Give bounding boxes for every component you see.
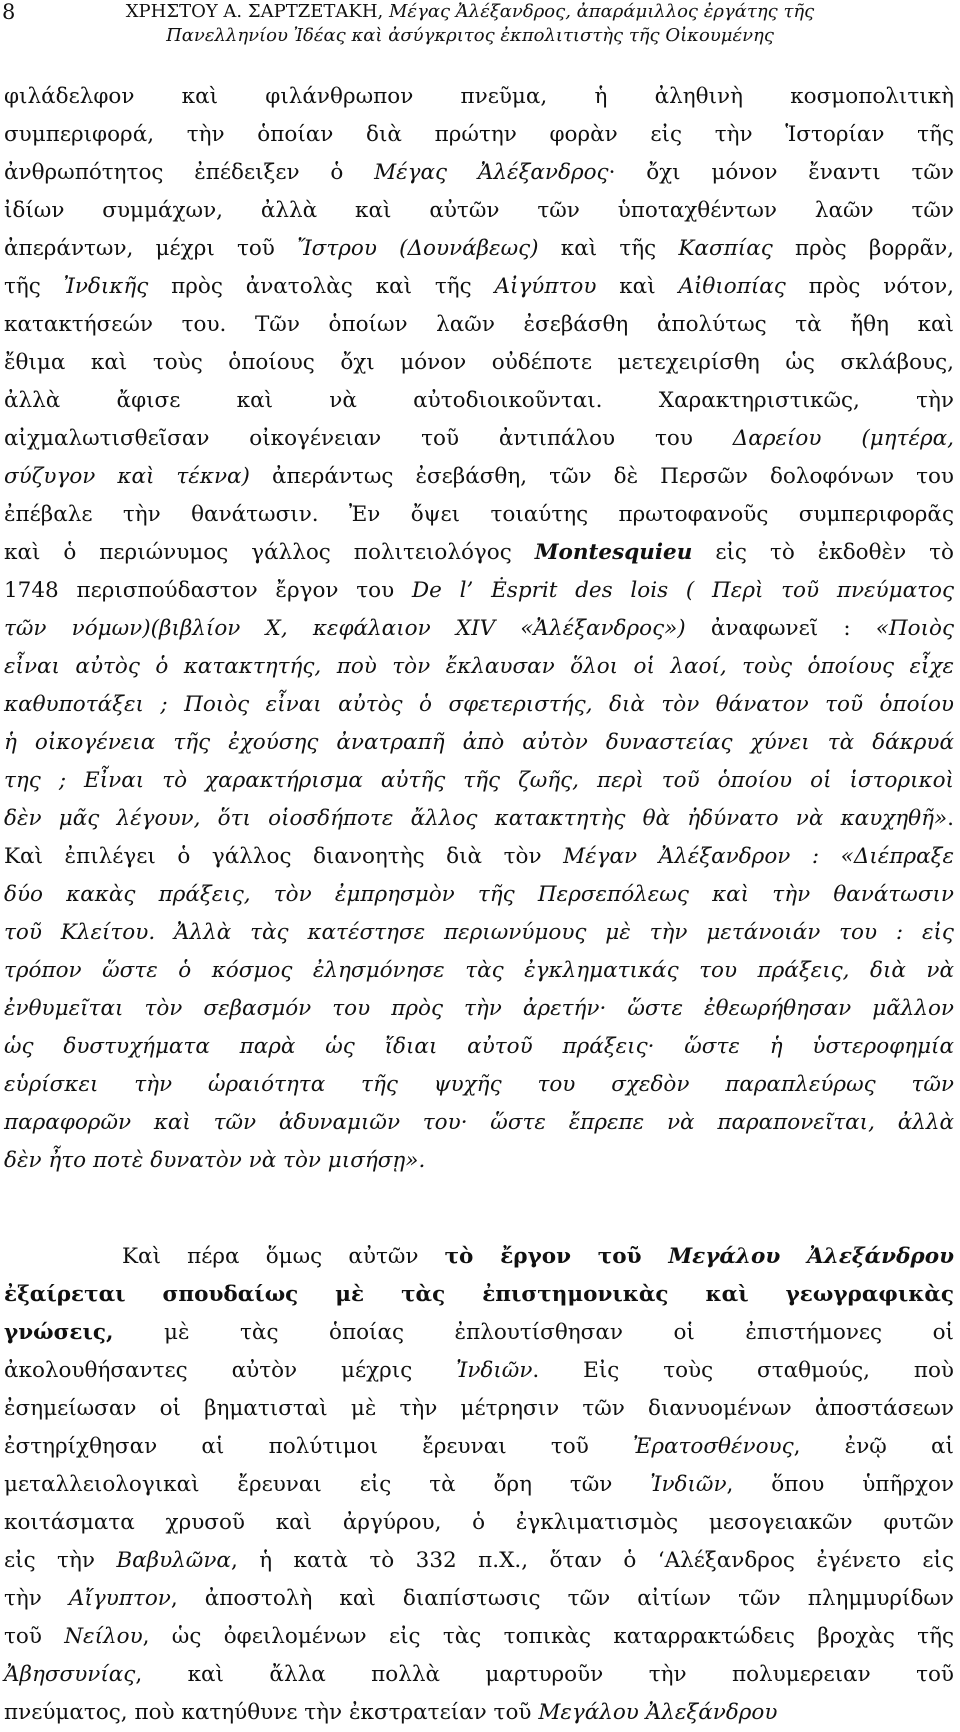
text-span: ἀκολουθήσαντες αὐτὸν μέχρις [4,1358,457,1383]
text-span: Δαρείου (μητέρα, [732,426,954,451]
text-span: Αἰγύπτου [494,274,597,299]
text-span: εἰς τὴν [4,1548,117,1573]
text-span: ἀπεράντων, μέχρι τοῦ [4,236,298,261]
text-span: δὲν μᾶς λέγουν, ὅτι οἱοσδήποτε ἄλλος κατακτητὴς θὰ ἠδύνατο νὰ καυχηθῆ» [4,806,948,831]
text-span: Κασπίας [678,236,773,261]
text-line [4,420,954,458]
running-head-line-2: Πανελληνίου Ἰδέας καὶ ἀσύγκριτος ἐκπολιτιστὴς τῆς Οἰκουμένης [166,25,774,46]
text-span: ἔθιμα καὶ τοὺς ὁποίους ὄχι μόνον οὐδέποτε μετεχειρίσθη ὡς σκλάβους, [4,350,954,375]
text-line [4,116,954,154]
paragraph-1 [4,78,954,1180]
text-line [4,1104,954,1142]
text-span: «Ποιὸς [875,616,954,641]
text-span: σύζυγον καὶ τέκνα) [4,464,250,489]
text-line [4,1066,954,1104]
text-line [4,1238,954,1276]
text-span: ἡ οἰκογένεια τῆς ἐχούσης ἀνατραπῆ ἀπὸ αὐτὸν δυναστείας χύνει τὰ δάκρυά [4,730,954,755]
text-span: ὡς δυστυχήματα παρὰ ὡς ἴδιαι αὐτοῦ πράξεις· ὥστε ἡ ὑστεροφημία [4,1034,954,1059]
text-line [4,990,954,1028]
text-line [4,648,954,686]
text-line [4,230,954,268]
running-head-author: ΧΡΗΣΤΟΥ Α. ΣΑΡΤΖΕΤΑΚΗ, [125,1,384,22]
text-line [4,1618,954,1656]
text-span: ἐνθυμεῖται τὸν σεβασμόν του πρὸς τὴν ἀρετήν· ὥστε ἐθεωρήθησαν μᾶλλον [4,996,954,1021]
text-span: τοῦ Κλείτου. [4,920,156,945]
text-span: δύο κακὰς πράξεις, τὸν ἐμπρησμὸν τῆς Περσεπόλεως καὶ τὴν θανάτωσιν [4,882,954,907]
text-span: πρὸς βορρᾶν, [772,236,955,261]
text-line [4,610,954,648]
text-span: φιλάδελφον καὶ φιλάνθρωπον πνεῦμα, ἡ ἀληθινὴ κοσμοπολιτικὴ [4,84,954,109]
text-span: Αἴγυπτον [68,1586,171,1611]
text-span: , καὶ ἄλλα πολλὰ μαρτυροῦν τὴν πολυμερειαν τοῦ [135,1662,954,1687]
text-span: παραφορῶν καὶ τῶν ἀδυναμιῶν του· ὥστε ἔπρεπε νὰ παραπονεῖται, ἀλλὰ [4,1110,954,1135]
text-span: εἶναι αὐτὸς ὁ κατακτητής, ποὺ τὸν ἔκλαυσαν ὅλοι οἱ λαοί, τοὺς ὁποίους εἶχε [4,654,954,679]
text-span: κοιτάσματα χρυσοῦ καὶ ἀργύρου, ὁ ἐγκλιματισμὸς μεσογειακῶν φυτῶν [4,1510,954,1535]
text-span: καὶ [596,274,679,299]
text-span: ἀνθρωπότητος ἐπέδειξεν ὁ [4,160,375,185]
text-span: ἐστηρίχθησαν αἱ πολύτιμοι ἔρευναι τοῦ [4,1434,633,1459]
text-line [4,724,954,762]
text-line [4,1390,954,1428]
text-span: ἐσημείωσαν οἱ βηματισταὶ μὲ τὴν μέτρησιν τῶν διανυομένων ἀποστάσεων [4,1396,954,1421]
text-span: μεταλλειολογικαὶ ἔρευναι εἰς τὰ ὄρη τῶν [4,1472,651,1497]
text-line [4,1142,954,1180]
text-line [4,534,954,572]
text-span: ἀπεράντως ἐσεβάσθη, τῶν δὲ Περσῶν δολοφόνων του [249,464,955,489]
text-span: . Εἰς τοὺς σταθμούς, ποὺ [532,1358,954,1383]
page-header [0,0,960,60]
text-line [4,382,954,420]
text-line [4,838,954,876]
text-line [4,762,954,800]
text-span: , ἡ κατὰ τὸ 332 π.Χ., ὅταν ὁ ‘Αλέξανδρος ἐγένετο εἰς [230,1548,955,1573]
text-span: , ἐνῷ αἱ [793,1434,954,1459]
text-line [4,1352,954,1390]
text-line [4,914,954,952]
text-span: τῆς [4,274,64,299]
paragraph-2 [4,1238,954,1732]
text-span: πνεύματος, ποὺ κατηύθυνε τὴν ἐκστρατείαν τοῦ [4,1700,539,1725]
text-span: Ἰνδικῆς [63,274,149,299]
paragraph-gap [4,1180,954,1238]
text-span: Montesquieu [534,540,693,565]
text-span: Ἰνδιῶν [456,1358,533,1383]
page-number: 8 [2,0,16,24]
text-span: Ἀβησσυνίας [4,1662,136,1687]
text-span: κατακτήσεών του. Τῶν ὁποίων λαῶν ἐσεβάσθη ἀπολύτως τὰ ἤθη καὶ [4,312,954,337]
text-span: Νείλου [64,1624,143,1649]
text-span: τὸ ἔργον τοῦ [444,1244,669,1269]
text-span: καὶ τῆς [538,236,679,261]
text-span: Μέγας Ἀλέξανδρος [374,160,609,185]
text-line [4,268,954,306]
text-line [4,496,954,534]
text-line [4,1580,954,1618]
text-span: . [947,806,954,831]
text-line [4,1542,954,1580]
text-line [4,1428,954,1466]
text-span: εἰς τὸ ἐκδοθὲν τὸ [692,540,954,565]
text-line [4,458,954,496]
text-line [4,78,954,116]
text-span: Αἰθιοπίας [678,274,786,299]
text-span: Ἐρατοσθένους [633,1434,794,1459]
running-head-title-part-1: Μέγας Ἀλέξανδρος, ἀπαράμιλλος ἐργάτης τῆς [388,1,815,22]
text-span: 1748 περισπούδαστον ἔργον του [4,578,412,603]
text-line [4,344,954,382]
text-span: Μεγάλου Ἀλεξάνδρου [668,1244,954,1269]
text-span: Βαβυλῶνα [116,1548,231,1573]
text-span: τοῦ [4,1624,65,1649]
text-span: ἀναφωνεῖ : [685,616,876,641]
text-line [4,1466,954,1504]
text-span: Ἴστρου (Δουνάβεως) [297,236,539,261]
text-span: εὑρίσκει τὴν ὡραιότητα τῆς ψυχῆς του σχεδὸν παραπλεύρως τῶν [4,1072,954,1097]
text-span: , ὅπου ὑπῆρχον [726,1472,955,1497]
text-span: γνώσεις, [4,1320,114,1345]
text-span: συμπεριφορά, τὴν ὁποίαν διὰ πρώτην φορὰν εἰς τὴν Ἱστορίαν τῆς [4,122,954,147]
text-span: Μέγαν Ἀλέξανδρον : «Διέπραξε [563,844,954,869]
text-span: , ἀποστολὴ καὶ διαπίστωσις τῶν αἰτίων τῶν πλημμυρίδων [170,1586,954,1611]
text-line [4,1314,954,1352]
text-span: ἀλλὰ ἄφισε καὶ νὰ αὐτοδιοικοῦνται. Χαρακτηριστικῶς, τὴν [4,388,954,413]
body-text [4,78,954,1732]
text-line [4,1656,954,1694]
text-span: ἐξαίρεται σπουδαίως μὲ τὰς ἐπιστημονικὰς καὶ γεωγραφικὰς [4,1282,954,1307]
text-line [4,1504,954,1542]
text-line [4,686,954,724]
text-span: De l’ Ėsprit des lois ( Περὶ τοῦ πνεύματος [411,578,954,603]
text-line [4,572,954,610]
text-span: δὲν ἦτο ποτὲ δυνατὸν νὰ τὸν μισήσῃ». [4,1148,426,1173]
text-span: · ὄχι μόνον ἔναντι τῶν [608,160,954,185]
text-line [4,800,954,838]
text-span: Μεγάλου Ἀλεξάνδρου [538,1700,778,1725]
text-span: καθυποτάξει ; Ποιὸς εἶναι αὐτὸς ὁ σφετεριστής, διὰ τὸν θάνατον τοῦ ὁποίου [4,692,954,717]
text-line [4,1028,954,1066]
text-span: μὲ τὰς ὁποίας ἐπλουτίσθησαν οἱ ἐπιστήμονες οἱ [113,1320,954,1345]
text-line [4,1694,954,1732]
text-span: αἰχμαλωτισθεῖσαν οἰκογένειαν τοῦ ἀντιπάλου του [4,426,733,451]
text-span: Καὶ πέρα ὅμως αὐτῶν [122,1244,445,1269]
text-span: τὴν [4,1586,69,1611]
text-span: πρὸς ἀνατολὰς καὶ τῆς [148,274,495,299]
text-span: τῶν νόμων)(βιβλίον Χ, κεφάλαιον ΧΙV «Ἀλέξανδρος») [4,616,686,641]
text-line [4,192,954,230]
running-head-line-1 [60,0,880,23]
text-line [4,154,954,192]
text-span: ἰδίων συμμάχων, ἀλλὰ καὶ αὐτῶν τῶν ὑποταχθέντων λαῶν τῶν [4,198,954,223]
text-line [4,876,954,914]
text-span: της ; Εἶναι τὸ χαρακτήρισμα αὐτῆς τῆς ζωῆς, περὶ τοῦ ὁποίου οἱ ἱστορικοὶ [4,768,954,793]
text-line [4,952,954,990]
text-span: , ὡς ὀφειλομένων εἰς τὰς τοπικὰς καταρρακτώδεις βροχὰς τῆς [142,1624,954,1649]
text-span: Ἀλλὰ τὰς κατέστησε περιωνύμους μὲ τὴν μετάνοιάν του : εἰς [155,920,954,945]
text-line [4,306,954,344]
text-span: τρόπον ὥστε ὁ κόσμος ἐλησμόνησε τὰς ἐγκληματικάς του πράξεις, διὰ νὰ [4,958,954,983]
text-span: πρὸς νότον, [785,274,955,299]
text-span: Καὶ ἐπιλέγει ὁ γάλλος διανοητὴς διὰ τὸν [4,844,564,869]
text-line [4,1276,954,1314]
text-span: Ἰνδιῶν [650,1472,727,1497]
text-span: ἐπέβαλε τὴν θανάτωσιν. Ἐν ὄψει τοιαύτης πρωτοφανοῦς συμπεριφορᾶς [4,502,954,527]
text-span: καὶ ὁ περιώνυμος γάλλος πολιτειολόγος [4,540,535,565]
